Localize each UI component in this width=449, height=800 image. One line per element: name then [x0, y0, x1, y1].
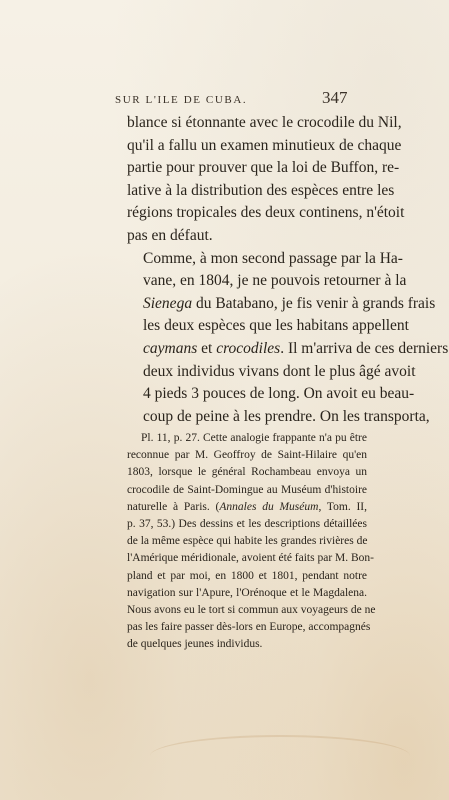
text-line: qu'il a fallu un examen minutieux de chaque [127, 136, 402, 154]
footnote [127, 430, 376, 654]
footnote-line: Nous avons eu le tort si commun aux voyageurs de ne [127, 604, 376, 617]
footnote-line: de la même espèce qui habite les grandes rivières de [127, 535, 368, 548]
text-fragment: et [197, 339, 217, 357]
italic-word: caymans [143, 339, 198, 357]
text-fragment: du Batabano, je fis venir à grands frais [192, 294, 436, 312]
text-line: coup de peine à les prendre. On les transporta, [143, 407, 430, 425]
text-line [127, 338, 449, 361]
text-line: lative à la distribution des espèces entre les [127, 181, 395, 199]
text-line: les deux espèces que les habitans appellent [143, 317, 409, 335]
footnote-line: pas les faire passer dès-lors en Europe, accompagnés [127, 621, 371, 634]
running-head: SUR L'ILE DE CUBA. [115, 94, 248, 106]
footnote-line: p. 37, 53.) Des dessins et les descriptions détaillées [127, 518, 367, 531]
text-fragment: . Il m'arriva de ces derniers [280, 339, 449, 357]
footnote-line: 1803, lorsque le général Rochambeau envoya un [127, 466, 367, 479]
footnote-line: Pl. 11, p. 27. Cette analogie frappante n'a pu être [141, 432, 367, 444]
water-stain [150, 735, 410, 777]
italic-title: Annales du Muséum [219, 500, 319, 513]
paragraph-1 [127, 112, 405, 248]
footnote-line: navigation sur l'Apure, l'Orénoque et le Magdalena. [127, 586, 367, 599]
text-line: blance si étonnante avec le crocodile du Nil, [127, 114, 402, 131]
page-header [0, 88, 449, 108]
text-line: pas en défaut. [127, 226, 213, 244]
main-text [127, 112, 449, 428]
italic-word: crocodiles [216, 339, 281, 357]
footnote-line: de quelques jeunes individus. [127, 638, 263, 651]
italic-word: Sienega [143, 294, 193, 312]
text-fragment: , Tom. II, [318, 500, 367, 513]
text-line: régions tropicales des deux continens, n'étoit [127, 204, 405, 222]
text-line: deux individus vivans dont le plus âgé avoit [143, 362, 416, 380]
text-line: partie pour prouver que la loi de Buffon, re- [127, 159, 400, 177]
text-line: Comme, à mon second passage par la Ha- [143, 249, 403, 267]
page-number: 347 [322, 88, 348, 107]
text-line: 4 pieds 3 pouces de long. On avoit eu beau- [143, 385, 415, 403]
text-line: vane, en 1804, je ne pouvois retourner à la [143, 272, 407, 290]
paragraph-2 [127, 248, 449, 429]
text-line [127, 293, 436, 316]
footnote-line: crocodile de Saint-Domingue au Muséum d'histoire [127, 483, 367, 496]
footnote-line: reconnue par M. Geoffroy de Saint-Hilaire qu'en [127, 449, 367, 462]
footnote-line [127, 499, 367, 516]
footnote-line: l'Amérique méridionale, avoient été faits par M. Bon- [127, 552, 375, 565]
text-fragment: naturelle à Paris. ( [127, 500, 220, 513]
footnote-line: pland et par moi, en 1800 et 1801, pendant notre [127, 569, 367, 582]
